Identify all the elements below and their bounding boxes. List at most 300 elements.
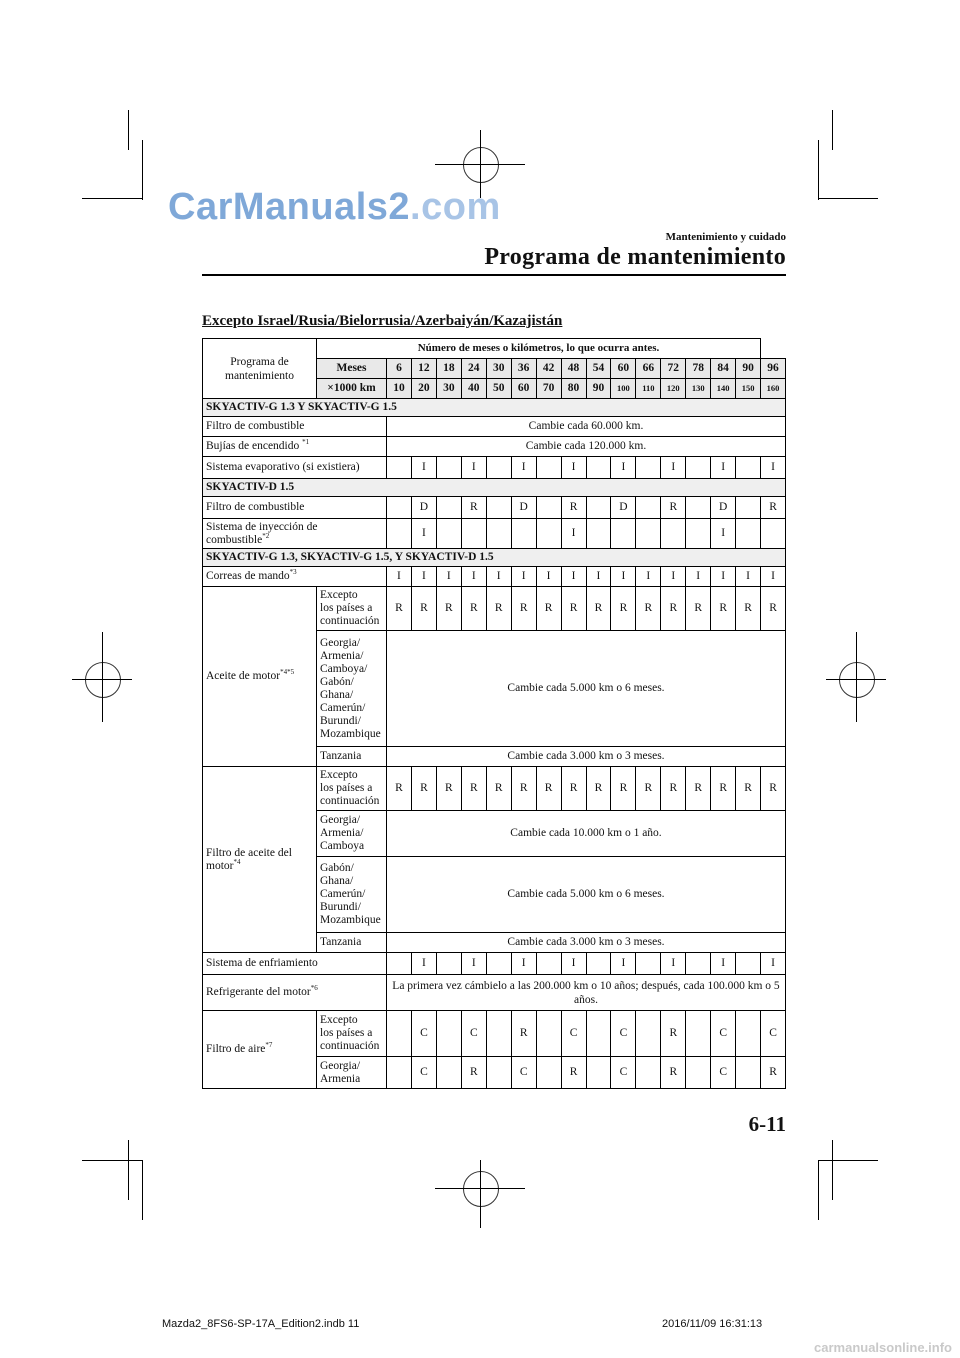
km-cell: 60	[511, 379, 536, 399]
value-cell	[486, 953, 511, 975]
value-cell: I	[561, 953, 586, 975]
crop-mark	[856, 632, 857, 722]
value-cell: R	[611, 767, 636, 811]
crop-mark	[102, 632, 103, 722]
value-cell: R	[636, 767, 661, 811]
value-cell: I	[486, 567, 511, 587]
sub-label: Tanzania	[317, 747, 387, 767]
value-cell: D	[411, 497, 436, 519]
value-cell	[736, 519, 761, 549]
month-cell: 84	[711, 359, 736, 379]
row-label	[203, 767, 317, 953]
value-cell	[736, 1011, 761, 1057]
sub-label-line: Camboya/	[320, 662, 368, 675]
month-cell: 6	[387, 359, 412, 379]
value-cell	[736, 1057, 761, 1089]
section-title: Excepto Israel/Rusia/Bielorrusia/Azerbaiyán/Kazajistán	[202, 313, 563, 329]
value-cell: R	[436, 587, 461, 631]
value-cell: I	[711, 519, 736, 549]
value-cell: I	[561, 457, 586, 479]
value-cell: R	[611, 587, 636, 631]
value-cell	[586, 457, 611, 479]
value-cell	[686, 457, 711, 479]
sub-label-line: Ghana/	[320, 688, 354, 701]
value-cell: R	[661, 1011, 686, 1057]
value-cell: I	[411, 457, 436, 479]
sub-label: Tanzania	[317, 933, 387, 953]
km-cell: 30	[436, 379, 461, 399]
header-label-line: Programa de	[230, 355, 289, 368]
maintenance-table	[202, 338, 786, 1089]
value-cell: R	[711, 587, 736, 631]
crop-mark	[818, 140, 819, 200]
value-cell: C	[511, 1057, 536, 1089]
value-cell: I	[711, 567, 736, 587]
row-label-text: Bujías de encendido	[206, 440, 303, 452]
value-cell	[436, 1011, 461, 1057]
row-label	[203, 519, 387, 549]
month-cell: 96	[761, 359, 786, 379]
km-cell: 90	[586, 379, 611, 399]
footer-date: 2016/11/09 16:31:13	[662, 1318, 763, 1330]
km-cell: 20	[411, 379, 436, 399]
value-cell: I	[761, 953, 786, 975]
value-cell: I	[736, 567, 761, 587]
value-cell: R	[436, 767, 461, 811]
crop-mark	[832, 1140, 833, 1200]
value-cell	[636, 519, 661, 549]
value-cell: I	[411, 519, 436, 549]
value-cell: I	[411, 567, 436, 587]
value-cell	[636, 457, 661, 479]
row-label-line: combustible	[206, 533, 263, 546]
row-label: Sistema evaporativo (si existiera)	[203, 457, 387, 479]
value-cell: R	[486, 587, 511, 631]
value-cell	[486, 519, 511, 549]
crop-mark	[72, 679, 132, 680]
footnote-ref: *2	[262, 531, 270, 540]
value-cell	[636, 1011, 661, 1057]
row-note: Cambie cada 120.000 km.	[387, 437, 786, 457]
value-cell: R	[461, 497, 486, 519]
value-cell	[436, 519, 461, 549]
km-cell: 70	[536, 379, 561, 399]
value-cell	[586, 953, 611, 975]
table-row	[203, 567, 786, 587]
value-cell: R	[511, 587, 536, 631]
sub-label-line: Mozambique	[320, 914, 381, 926]
crop-mark	[142, 140, 143, 200]
sub-label-line: Gabón/	[320, 675, 354, 688]
row-label-line: motor	[206, 859, 234, 872]
table-row	[203, 953, 786, 975]
value-cell: C	[711, 1057, 736, 1089]
value-cell: I	[661, 457, 686, 479]
table-row	[203, 587, 786, 631]
value-cell	[536, 457, 561, 479]
month-cell: 54	[586, 359, 611, 379]
value-cell	[387, 1057, 412, 1089]
value-cell	[436, 953, 461, 975]
value-cell: R	[711, 767, 736, 811]
value-cell	[387, 457, 412, 479]
value-cell: R	[761, 767, 786, 811]
value-cell	[636, 953, 661, 975]
value-cell: I	[387, 567, 412, 587]
value-cell	[536, 1011, 561, 1057]
km-cell: 110	[636, 379, 661, 399]
row-label	[203, 437, 387, 457]
value-cell	[486, 1011, 511, 1057]
crop-mark	[128, 110, 129, 150]
value-cell: I	[536, 567, 561, 587]
value-cell	[761, 519, 786, 549]
sub-label-line: Excepto	[320, 769, 358, 781]
value-cell: I	[561, 567, 586, 587]
sub-label-line: Excepto	[320, 589, 358, 601]
crop-mark	[142, 1160, 143, 1220]
value-cell	[686, 1011, 711, 1057]
month-cell: 30	[486, 359, 511, 379]
value-cell: R	[387, 587, 412, 631]
value-cell	[586, 519, 611, 549]
sub-label	[317, 587, 387, 631]
footer-file: Mazda2_8FS6-SP-17A_Edition2.indb 11	[162, 1318, 360, 1330]
watermark-brand: CarManuals2	[168, 186, 411, 228]
sub-label-line: Camerún/	[320, 888, 366, 900]
value-cell: I	[611, 567, 636, 587]
table-row	[203, 479, 786, 497]
value-cell: R	[561, 497, 586, 519]
value-cell: I	[711, 457, 736, 479]
value-cell	[686, 1057, 711, 1089]
crop-mark	[435, 164, 525, 165]
sub-label-line: Armenia	[320, 1072, 361, 1085]
value-cell	[436, 457, 461, 479]
value-cell: C	[611, 1057, 636, 1089]
value-cell: R	[561, 1057, 586, 1089]
value-cell: I	[561, 519, 586, 549]
sub-label	[317, 857, 387, 933]
value-cell	[486, 457, 511, 479]
table-row	[203, 1011, 786, 1057]
value-cell	[436, 497, 461, 519]
row-note: Cambie cada 3.000 km o 3 meses.	[387, 933, 786, 953]
row-label-text: Refrigerante del motor	[206, 986, 311, 998]
value-cell: R	[686, 587, 711, 631]
month-cell: 42	[536, 359, 561, 379]
value-cell: R	[561, 767, 586, 811]
value-cell	[536, 1057, 561, 1089]
value-cell	[511, 519, 536, 549]
month-cell: 48	[561, 359, 586, 379]
value-cell	[387, 519, 412, 549]
value-cell	[436, 1057, 461, 1089]
km-cell: 140	[711, 379, 736, 399]
value-cell: R	[411, 587, 436, 631]
value-cell	[536, 519, 561, 549]
row-note: Cambie cada 3.000 km o 3 meses.	[387, 747, 786, 767]
value-cell	[636, 1057, 661, 1089]
row-note: Cambie cada 5.000 km o 6 meses.	[387, 631, 786, 747]
km-cell: 160	[761, 379, 786, 399]
row-note: Cambie cada 10.000 km o 1 año.	[387, 811, 786, 857]
value-cell	[486, 1057, 511, 1089]
value-cell: R	[686, 767, 711, 811]
watermark-logo	[168, 186, 501, 229]
value-cell	[686, 497, 711, 519]
value-cell: C	[411, 1011, 436, 1057]
footnote-ref: *4*5	[280, 668, 295, 677]
km-label: ×1000 km	[317, 379, 387, 399]
table-row	[203, 549, 786, 567]
sub-label-line: los países a	[320, 1027, 373, 1039]
row-label	[203, 567, 387, 587]
registration-mark-icon	[463, 1171, 499, 1207]
crop-mark	[818, 1160, 819, 1220]
value-cell: I	[661, 567, 686, 587]
page-number: 6-11	[748, 1112, 786, 1136]
registration-mark-icon	[463, 147, 499, 183]
table-row	[203, 437, 786, 457]
value-cell: I	[761, 567, 786, 587]
value-cell: R	[536, 587, 561, 631]
km-cell: 150	[736, 379, 761, 399]
value-cell: I	[661, 953, 686, 975]
sub-label-line: los países a	[320, 602, 373, 614]
sub-label-line: los países a	[320, 782, 373, 794]
sub-label-line: Gabón/	[320, 862, 354, 874]
header-label-cell	[203, 339, 317, 399]
value-cell: R	[736, 767, 761, 811]
row-label-text: Correas de mando	[206, 570, 290, 582]
value-cell	[486, 497, 511, 519]
value-cell: R	[511, 767, 536, 811]
table-row	[203, 399, 786, 417]
sub-label-line: continuación	[320, 1040, 380, 1052]
value-cell	[536, 953, 561, 975]
sub-label	[317, 631, 387, 747]
row-label: Filtro de combustible	[203, 497, 387, 519]
sub-label-line: continuación	[320, 795, 380, 807]
table-row	[203, 519, 786, 549]
months-label: Meses	[317, 359, 387, 379]
footnote-ref: *4	[233, 857, 241, 866]
value-cell	[736, 497, 761, 519]
value-cell: I	[761, 457, 786, 479]
value-cell: R	[461, 1057, 486, 1089]
value-cell: R	[387, 767, 412, 811]
value-cell: I	[511, 457, 536, 479]
month-cell: 90	[736, 359, 761, 379]
footnote-ref: *7	[265, 1041, 273, 1050]
value-cell: I	[586, 567, 611, 587]
footnote-ref: *1	[302, 438, 310, 447]
header-divider	[202, 274, 786, 276]
value-cell: R	[661, 497, 686, 519]
header-label-line: mantenimiento	[225, 369, 294, 382]
row-label-text: Filtro de aire	[206, 1043, 266, 1055]
sub-label-line: Georgia/	[320, 814, 361, 826]
value-cell: R	[411, 767, 436, 811]
month-cell: 12	[411, 359, 436, 379]
km-cell: 80	[561, 379, 586, 399]
crop-mark	[480, 1160, 481, 1228]
sub-label-line: Ghana/	[320, 875, 354, 887]
km-cell: 130	[686, 379, 711, 399]
value-cell: I	[636, 567, 661, 587]
value-cell	[387, 497, 412, 519]
value-cell	[661, 519, 686, 549]
sub-label-line: Armenia/	[320, 649, 364, 662]
row-label	[203, 1011, 317, 1089]
row-label: Sistema de enfriamiento	[203, 953, 387, 975]
value-cell	[586, 1011, 611, 1057]
crop-mark	[435, 1188, 525, 1189]
table-row	[203, 975, 786, 1011]
value-cell: C	[711, 1011, 736, 1057]
month-cell: 66	[636, 359, 661, 379]
sub-label-line: Burundi/	[320, 714, 361, 727]
value-cell: I	[686, 567, 711, 587]
month-cell: 18	[436, 359, 461, 379]
value-cell: R	[736, 587, 761, 631]
sub-label-line: Georgia/	[320, 1059, 361, 1072]
sub-label-line: Camboya	[320, 840, 365, 852]
sub-label-line: Mozambique	[320, 727, 381, 740]
sub-label-line: continuación	[320, 615, 380, 627]
table-row	[203, 457, 786, 479]
month-cell: 36	[511, 359, 536, 379]
sub-label-line: Burundi/	[320, 901, 361, 913]
value-cell: I	[611, 457, 636, 479]
value-cell: I	[411, 953, 436, 975]
value-cell: I	[511, 953, 536, 975]
footnote-ref: *3	[289, 568, 297, 577]
value-cell	[387, 953, 412, 975]
value-cell: R	[586, 587, 611, 631]
row-label-text: Aceite de motor	[206, 670, 281, 682]
value-cell	[736, 457, 761, 479]
value-cell: R	[661, 1057, 686, 1089]
sub-label	[317, 811, 387, 857]
crop-mark	[82, 198, 142, 199]
value-cell	[536, 497, 561, 519]
value-cell: C	[761, 1011, 786, 1057]
value-cell	[611, 519, 636, 549]
table-header-row	[203, 339, 786, 359]
value-cell	[736, 953, 761, 975]
value-cell	[387, 1011, 412, 1057]
row-label	[203, 975, 387, 1011]
km-cell: 120	[661, 379, 686, 399]
sub-label-line: Georgia/	[320, 636, 361, 649]
km-cell: 100	[611, 379, 636, 399]
value-cell: I	[611, 953, 636, 975]
sub-label	[317, 1057, 387, 1089]
table-row	[203, 497, 786, 519]
crop-mark	[128, 1140, 129, 1200]
value-cell: C	[461, 1011, 486, 1057]
km-cell: 40	[461, 379, 486, 399]
km-cell: 50	[486, 379, 511, 399]
value-cell	[586, 1057, 611, 1089]
crop-mark	[82, 1160, 142, 1161]
section-heading: SKYACTIV-D 1.5	[203, 479, 786, 497]
sub-label-line: Excepto	[320, 1014, 358, 1026]
value-cell: I	[711, 953, 736, 975]
sub-label-line: Armenia/	[320, 827, 364, 839]
row-note: Cambie cada 60.000 km.	[387, 417, 786, 437]
value-cell: D	[511, 497, 536, 519]
value-cell: R	[586, 767, 611, 811]
table-row	[203, 767, 786, 811]
registration-mark-icon	[839, 662, 875, 698]
footnote-ref: *6	[310, 984, 318, 993]
watermark-suffix: .com	[410, 186, 501, 228]
value-cell: R	[636, 587, 661, 631]
value-cell: R	[661, 767, 686, 811]
section-heading: SKYACTIV-G 1.3 Y SKYACTIV-G 1.5	[203, 399, 786, 417]
row-label-line: Filtro de aceite del	[206, 846, 292, 859]
row-label: Filtro de combustible	[203, 417, 387, 437]
value-cell	[686, 953, 711, 975]
month-cell: 60	[611, 359, 636, 379]
page-title: Programa de mantenimiento	[484, 244, 786, 270]
sub-label-line: Camerún/	[320, 701, 366, 714]
row-label-line: Sistema de inyección de	[206, 520, 318, 533]
row-label	[203, 587, 317, 767]
value-cell: D	[711, 497, 736, 519]
header-span-cell: Número de meses o kilómetros, lo que ocurra antes.	[317, 339, 761, 359]
km-cell: 10	[387, 379, 412, 399]
value-cell: I	[461, 567, 486, 587]
crop-mark	[832, 110, 833, 150]
section-heading: SKYACTIV-G 1.3, SKYACTIV-G 1.5, Y SKYACTIV-D 1.5	[203, 549, 786, 567]
row-note: Cambie cada 5.000 km o 6 meses.	[387, 857, 786, 933]
value-cell	[636, 497, 661, 519]
crop-mark	[818, 198, 878, 199]
value-cell: D	[611, 497, 636, 519]
value-cell: I	[461, 457, 486, 479]
crop-mark	[826, 679, 886, 680]
value-cell: I	[436, 567, 461, 587]
value-cell	[686, 519, 711, 549]
value-cell: R	[486, 767, 511, 811]
value-cell: C	[411, 1057, 436, 1089]
value-cell: I	[511, 567, 536, 587]
chapter-label: Mantenimiento y cuidado	[665, 231, 786, 243]
value-cell: R	[536, 767, 561, 811]
month-cell: 78	[686, 359, 711, 379]
value-cell: R	[461, 587, 486, 631]
value-cell: R	[461, 767, 486, 811]
registration-mark-icon	[85, 662, 121, 698]
value-cell: R	[761, 1057, 786, 1089]
value-cell	[586, 497, 611, 519]
value-cell: R	[661, 587, 686, 631]
crop-mark	[818, 1160, 878, 1161]
row-note: La primera vez cámbielo a las 200.000 km o 10 años; después, cada 100.000 km o 5 años.	[387, 975, 786, 1011]
value-cell: I	[461, 953, 486, 975]
month-cell: 72	[661, 359, 686, 379]
value-cell: R	[511, 1011, 536, 1057]
value-cell: C	[611, 1011, 636, 1057]
value-cell: R	[761, 587, 786, 631]
value-cell: R	[761, 497, 786, 519]
value-cell: C	[561, 1011, 586, 1057]
value-cell	[461, 519, 486, 549]
